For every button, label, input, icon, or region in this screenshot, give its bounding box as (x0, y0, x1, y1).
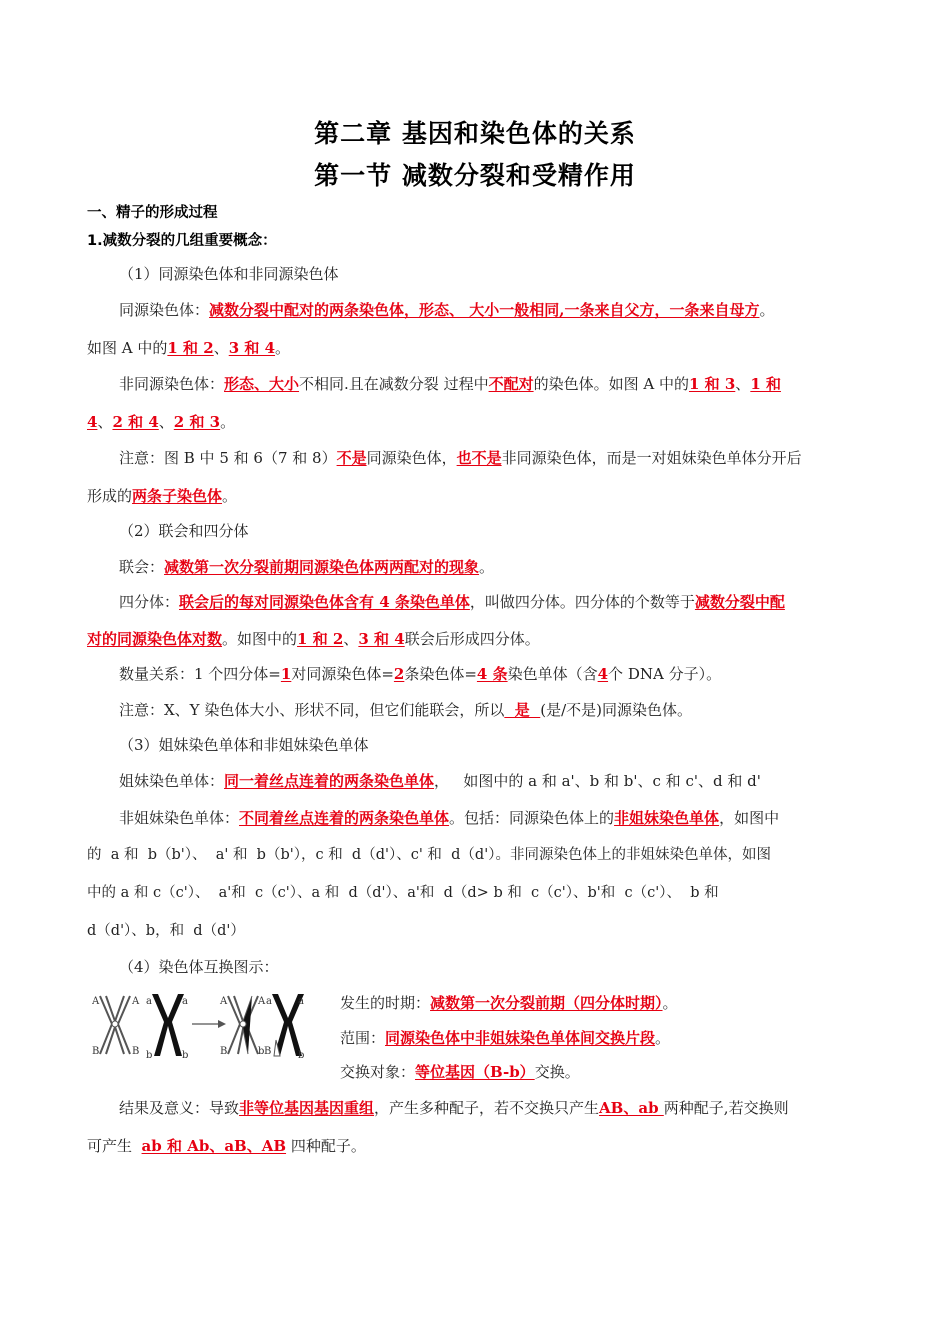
paragraph-heading: （4）染色体互换图示： (119, 958, 279, 976)
chromosome-solid-icon (152, 994, 184, 1056)
nonhomologous-example: 4、2 和 4、2 和 3。 (87, 413, 236, 431)
crossover-time: 发生的时期：减数第一次分裂前期（四分体时期）。 (340, 994, 678, 1012)
svg-text:b: b (258, 1046, 265, 1057)
nonsister-examples: d（d'）、b，和 d（d'） (87, 923, 245, 939)
nonsister-examples: 中的 a 和 c（c'）、 a'和 c（c'）、a 和 d（d'）、a'和 d（d> b 和 c（c'）、b'和 c（c'）、 b 和 (87, 885, 719, 901)
svg-text:B: B (92, 1046, 100, 1057)
answer-text: 1 和 2 (167, 339, 214, 357)
sister-chromatid-definition: 姐妹染色单体：同一着丝点连着的两条染色单体， 如图中的 a 和 a'、b 和 b'、c 和 c'、d 和 d' (119, 772, 761, 790)
answer-text: 2 (393, 665, 405, 683)
answer-text: 1 (280, 665, 292, 683)
answer-text: 4 条 (476, 665, 508, 683)
answer-text: 同源染色体中非姐妹染色单体间交换片段 (385, 1029, 656, 1047)
answer-text: 3 和 4 (228, 339, 276, 357)
answer-text: 不是 (336, 449, 367, 467)
note-continuation: 形成的两条子染色体。 (87, 487, 238, 505)
answer-text: 4 (87, 413, 98, 431)
crossover-object: 交换对象：等位基因（B-b）交换。 (340, 1063, 580, 1081)
answer-text: 减数第一次分裂前期同源染色体两两配对的现象 (164, 558, 480, 576)
nonsister-examples: 的 a 和 b（b'）、 a' 和 b（b'），c 和 d（d'）、c' 和 d（d'）。非同源染色体上的非姐妹染色单体，如图 (87, 847, 771, 863)
section-title: 第一节 减数分裂和受精作用 (314, 161, 636, 190)
tetrad-continuation: 对的同源染色体对数。如图中的1 和 2、3 和 4联会后形成四分体。 (87, 630, 540, 648)
answer-text: 非等位基因基因重组 (239, 1099, 375, 1117)
answer-text: 不配对 (488, 375, 534, 393)
crossover-range: 范围：同源染色体中非姐妹染色单体间交换片段。 (340, 1029, 671, 1047)
note-paragraph: 注意：图 B 中 5 和 6（7 和 8）不是同源染色体，也不是非同源染色体，而是一对姐妹染色单体分开后 (119, 449, 802, 467)
svg-text:b: b (298, 1050, 305, 1061)
answer-text: 1 和 2 (297, 630, 344, 648)
answer-text: 同一着丝点连着的两条染色单体 (224, 772, 435, 790)
answer-text: 1 和 3 (688, 375, 736, 393)
answer-text: 3 和 4 (358, 630, 405, 648)
subsection-heading: 1.减数分裂的几组重要概念： (87, 233, 277, 249)
answer-text: 联会后的每对同源染色体含有 4 条染色单体 (179, 593, 470, 611)
result-continuation: 可产生 ab 和 Ab、aB、AB 四种配子。 (87, 1137, 366, 1155)
section-heading: 一、精子的形成过程 (87, 205, 218, 221)
answer-text: 两条子染色体 (132, 487, 223, 505)
answer-text: 2 和 4 (112, 413, 159, 431)
answer-text: ab 和 Ab、aB、AB (141, 1137, 287, 1155)
svg-text:A: A (132, 996, 140, 1007)
chromosome-outline-icon (100, 996, 130, 1054)
answer-text: 4 (597, 665, 609, 683)
paragraph-heading: （3）姐妹染色单体和非姐妹染色单体 (119, 736, 369, 754)
answer-text: 对的同源染色体对数 (87, 630, 223, 648)
answer-text: AB、ab (599, 1099, 664, 1117)
svg-text:A: A (220, 996, 228, 1007)
result-paragraph: 结果及意义：导致非等位基因基因重组，产生多种配子，若不交换只产生AB、ab 两种配子,若交换则 (119, 1099, 789, 1117)
chapter-title: 第二章 基因和染色体的关系 (314, 119, 636, 148)
homologous-definition: 同源染色体：减数分裂中配对的两条染色体，形态、 大小一般相同,一条来自父方，一条来自母方。 (119, 301, 775, 319)
answer-text: 也不是 (456, 449, 502, 467)
note-xy: 注意：X、Y 染色体大小、形状不同，但它们能联会，所以 是 (是/不是)同源染色体。 (119, 701, 693, 719)
answer-text: 减数分裂中配 (694, 593, 785, 611)
svg-text:A: A (258, 996, 266, 1007)
answer-text: 等位基因（B-b） (415, 1063, 535, 1081)
svg-text:A: A (92, 996, 100, 1007)
paragraph-heading: （1）同源染色体和非同源染色体 (119, 265, 339, 283)
quantity-relation: 数量关系：1 个四分体=1对同源染色体=2条染色体=4 条染色单体（含4个 DNA 分子）。 (119, 665, 722, 683)
homologous-example: 如图 A 中的1 和 2、3 和 4。 (87, 339, 291, 357)
svg-text:a: a (182, 996, 188, 1007)
paragraph-heading: （2）联会和四分体 (119, 522, 249, 540)
tetrad-definition: 四分体：联会后的每对同源染色体含有 4 条染色单体，叫做四分体。四分体的个数等于减数分裂中配 (119, 593, 785, 611)
svg-text:a: a (298, 996, 304, 1007)
answer-text: 2 和 3 (173, 413, 221, 431)
svg-text:b: b (182, 1050, 189, 1061)
svg-text:a: a (266, 996, 272, 1007)
nonsister-definition: 非姐妹染色单体：不同着丝点连着的两条染色单体。包括：同源染色体上的非姐妹染色单体，如图中 (119, 809, 780, 827)
chromosome-outline-icon (228, 996, 258, 1054)
crossover-diagram (92, 988, 306, 1068)
answer-text: 减数第一次分裂前期（四分体时期） (430, 994, 663, 1012)
answer-text: 非姐妹染色单体 (614, 809, 720, 827)
svg-text:B: B (220, 1046, 228, 1057)
answer-text: 形态、大小 (224, 375, 300, 393)
svg-text:B: B (132, 1046, 140, 1057)
svg-text:a: a (146, 996, 152, 1007)
svg-text:b: b (146, 1050, 153, 1061)
answer-text: 减数分裂中配对的两条染色体，形态、 大小一般相同,一条来自父方，一条来自母方 (209, 301, 760, 319)
answer-text: 1 和 (750, 375, 781, 393)
synapsis-definition: 联会：减数第一次分裂前期同源染色体两两配对的现象。 (119, 558, 495, 576)
answer-text: 不同着丝点连着的两条染色单体 (239, 809, 450, 827)
answer-text: 是 (504, 701, 541, 719)
svg-text:B: B (264, 1046, 272, 1057)
nonhomologous-definition: 非同源染色体：形态、大小不相同.且在减数分裂 过程中不配对的染色体。如图 A 中的1 和 3、1 和 (119, 375, 781, 393)
